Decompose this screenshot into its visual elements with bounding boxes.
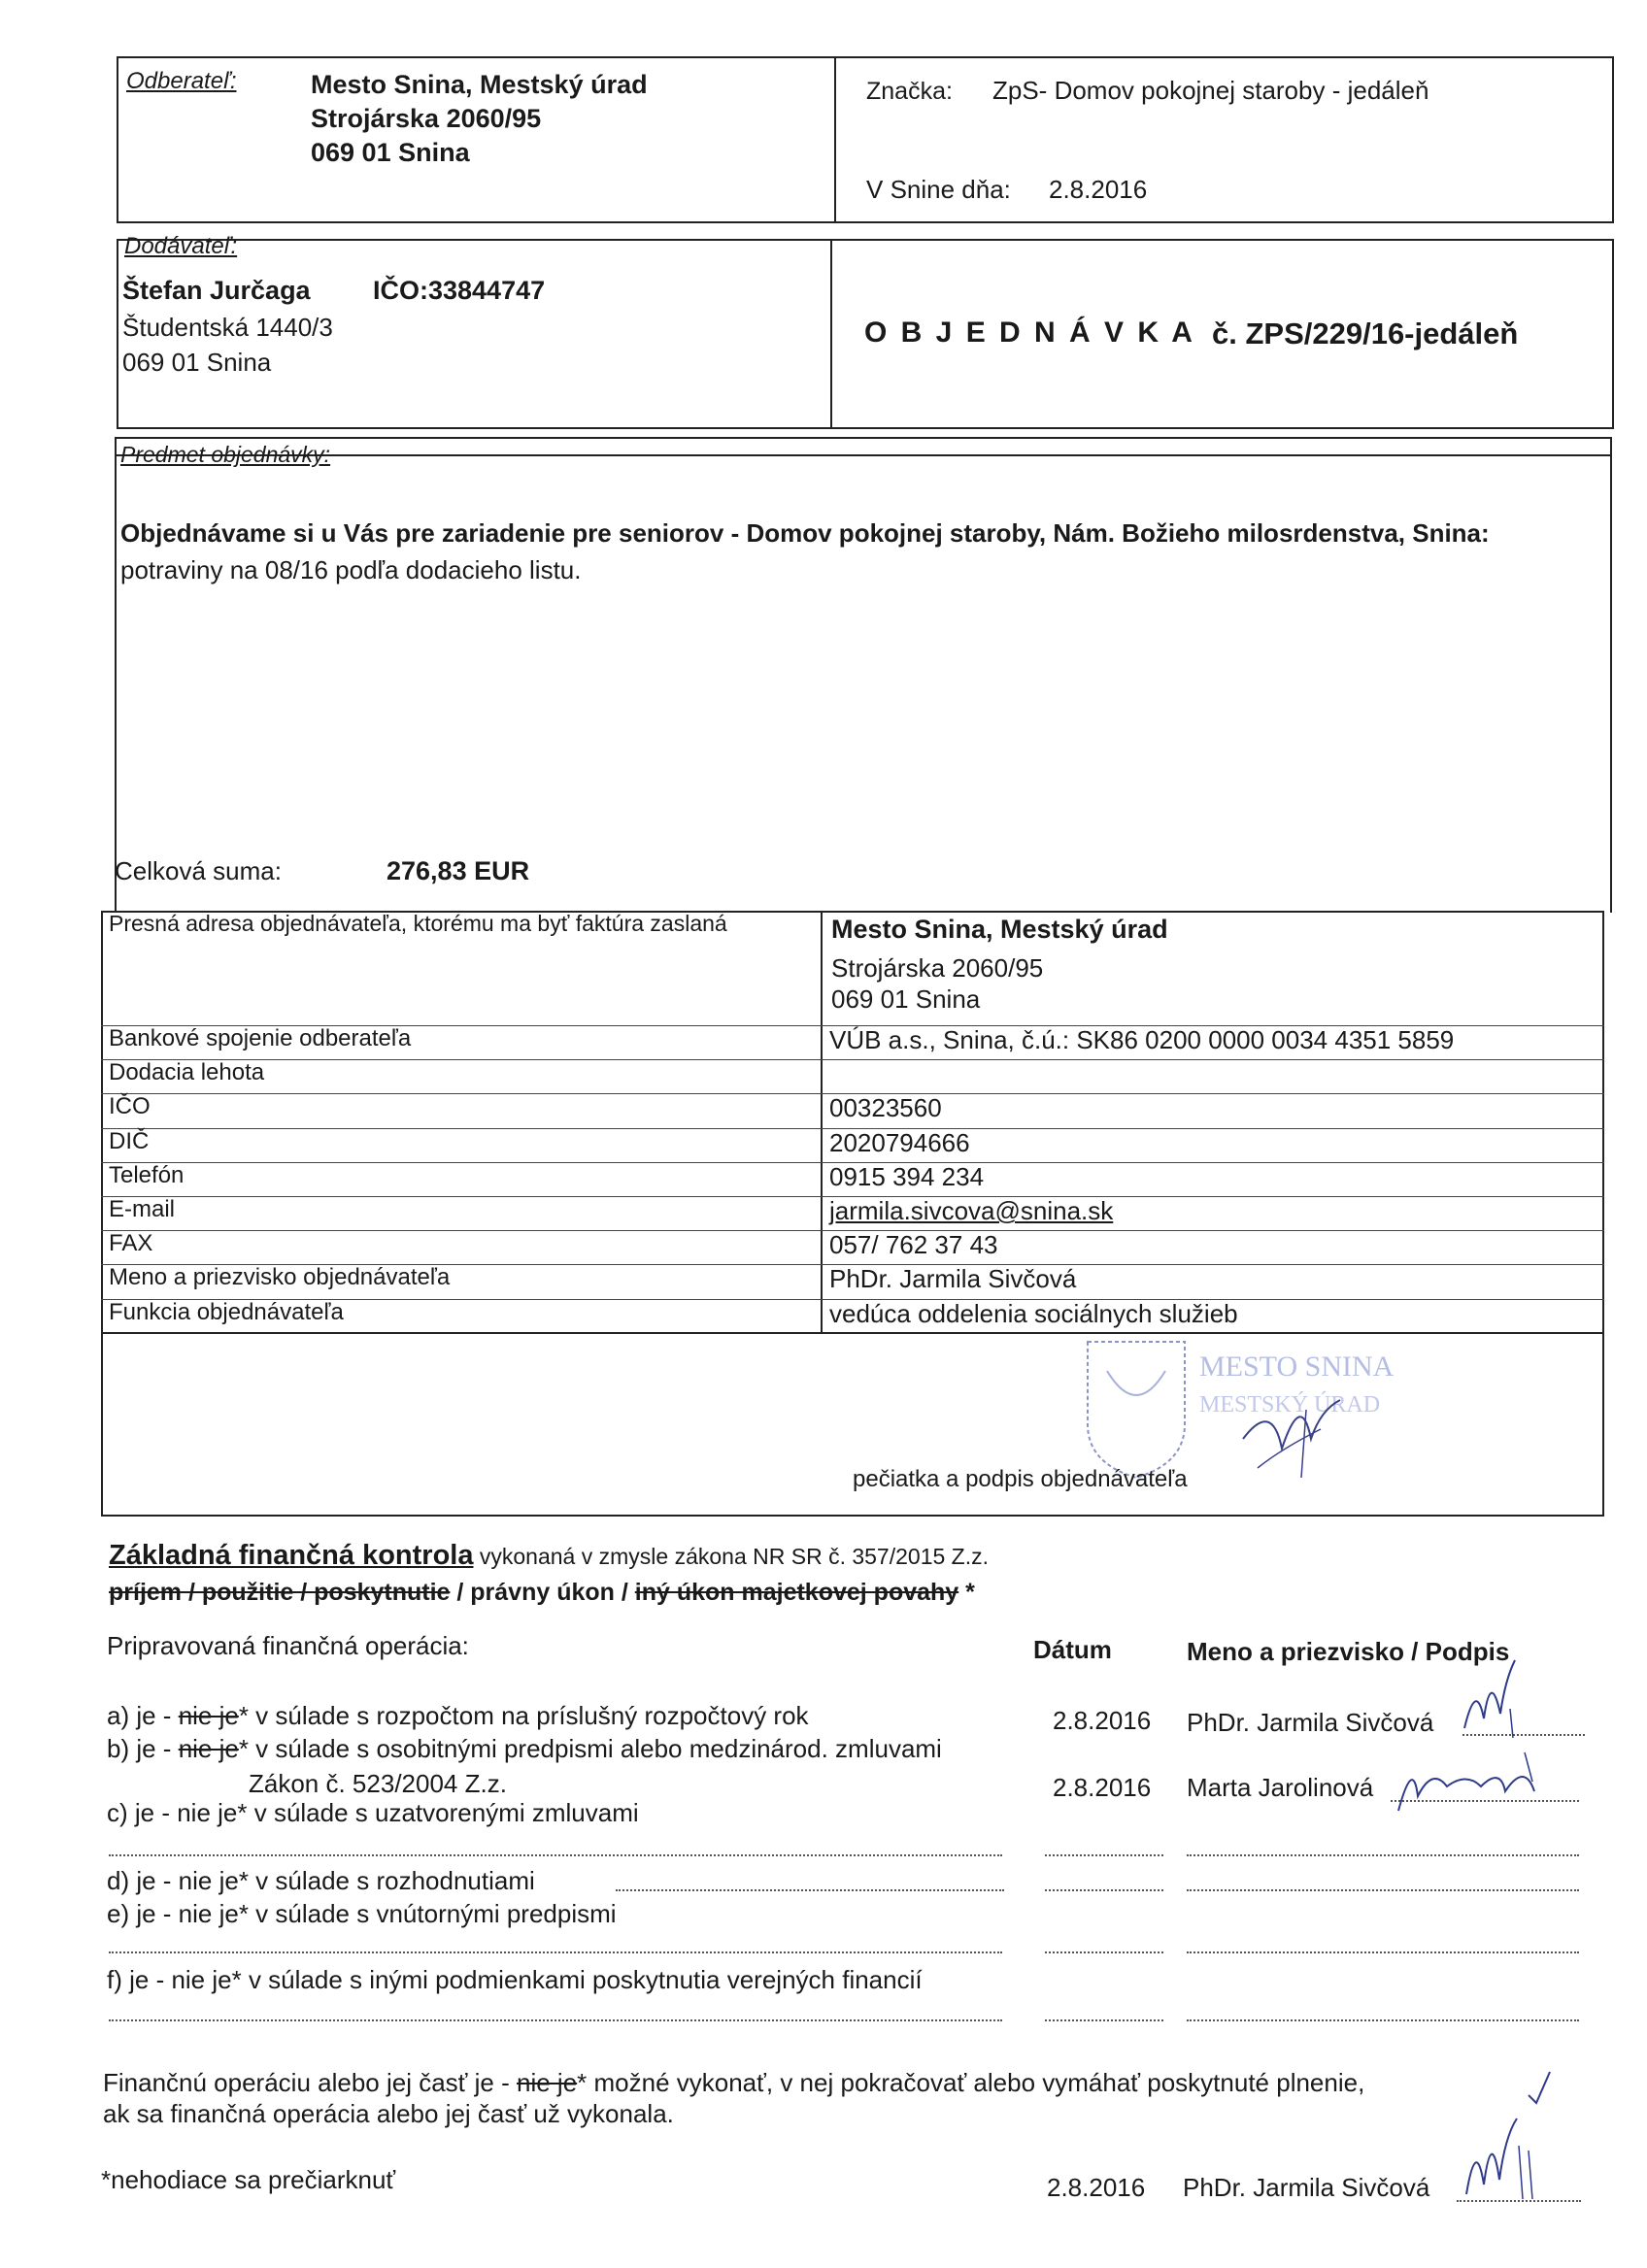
- final-post: * možné vykonať, v nej pokračovať alebo vymáhať poskytnuté plnenie,: [577, 2068, 1365, 2097]
- col-name: Meno a priezvisko / Podpis: [1187, 1637, 1510, 1666]
- final-name: PhDr. Jarmila Sivčová: [1183, 2173, 1430, 2202]
- subject-label: Predmet objednávky:: [120, 442, 331, 467]
- detail-row-label: Bankové spojenie odberateľa: [109, 1025, 412, 1051]
- item-a-pre: a) je -: [107, 1701, 179, 1730]
- odberatel-city: 069 01 Snina: [311, 138, 470, 167]
- subject-line1: Objednávame si u Vás pre zariadenie pre seniorov - Domov pokojnej staroby, Nám. Božieho milosrdenstva, Snina:: [120, 518, 1490, 548]
- control-line2-struck2: iný úkon majetkovej povahy: [634, 1579, 959, 1606]
- detail-row-value[interactable]: jarmila.sivcova@snina.sk: [829, 1196, 1114, 1225]
- item-b-post: * v súlade s osobitnými predpismi alebo medzinárod. zmluvami: [238, 1734, 942, 1763]
- subject-line2: potraviny na 08/16 podľa dodacieho listu.: [120, 555, 582, 584]
- item-a-name: PhDr. Jarmila Sivčová: [1187, 1708, 1434, 1737]
- detail-row-value: 057/ 762 37 43: [829, 1230, 998, 1259]
- item-e-name-dots: [1187, 1951, 1579, 1953]
- item-e: e) je - nie je* v súlade s vnútornými predpismi: [107, 1899, 617, 1928]
- item-f: f) je - nie je* v súlade s inými podmienkami poskytnutia verejných financií: [107, 1965, 923, 1994]
- control-title-rest: vykonaná v zmysle zákona NR SR č. 357/2015 Z.z.: [473, 1544, 990, 1569]
- final-line2: ak sa finančná operácia alebo jej časť už vykonala.: [103, 2099, 674, 2128]
- stamp-text-1: MESTO SNINA: [1199, 1351, 1395, 1383]
- item-f-name-dots: [1187, 2019, 1579, 2021]
- subject-top-line: [115, 437, 1610, 439]
- item-b: [107, 1734, 942, 1764]
- item-d-name-dots: [1187, 1889, 1579, 1891]
- control-line2-end: *: [958, 1579, 975, 1606]
- control-title-line: [109, 1540, 989, 1572]
- supplier-name: Štefan Jurčaga: [122, 276, 311, 305]
- supplier-city: 069 01 Snina: [122, 348, 272, 377]
- item-e-date-dots: [1045, 1951, 1163, 1953]
- supplier-label: Dodávateľ:: [124, 233, 238, 259]
- stamp-text-2: MESTSKÝ ÚRAD: [1199, 1392, 1381, 1418]
- item-c: c) je - nie je* v súlade s uzatvorenými zmluvami: [107, 1798, 639, 1827]
- item-a-strike: nie je: [178, 1701, 239, 1730]
- detail-row-value: 0915 394 234: [829, 1162, 985, 1191]
- operation-label: Pripravovaná finančná operácia:: [107, 1631, 469, 1660]
- control-line2-struck: príjem / použitie / poskytnutie: [109, 1579, 451, 1606]
- detail-row-label: Telefón: [109, 1162, 185, 1188]
- item-c-date-dots: [1045, 1854, 1163, 1856]
- item-b-line2: Zákon č. 523/2004 Z.z.: [249, 1769, 507, 1798]
- detail-row-value: PhDr. Jarmila Sivčová: [829, 1264, 1077, 1293]
- final-date: 2.8.2016: [1047, 2173, 1146, 2202]
- detail-row-label: DIČ: [109, 1128, 150, 1154]
- address-city: 069 01 Snina: [831, 984, 981, 1014]
- item-f-dots: [109, 2019, 1002, 2021]
- address-name: Mesto Snina, Mestský úrad: [831, 915, 1168, 944]
- item-a-date: 2.8.2016: [1053, 1706, 1152, 1735]
- control-line2-mid: / právny úkon /: [450, 1579, 635, 1606]
- signature-b: [1389, 1738, 1573, 1825]
- final-line1: [103, 2068, 1364, 2098]
- odberatel-label: Odberateľ:: [126, 68, 237, 94]
- item-c-name-dots: [1187, 1854, 1579, 1856]
- col-date: Dátum: [1033, 1635, 1112, 1664]
- date-value: 2.8.2016: [1049, 175, 1148, 204]
- item-b-pre: b) je -: [107, 1734, 179, 1763]
- subject-right-line: [1610, 437, 1612, 913]
- znacka-value: ZpS- Domov pokojnej staroby - jedáleň: [992, 76, 1429, 105]
- odberatel-street: Strojárska 2060/95: [311, 104, 542, 133]
- item-d-date-dots: [1045, 1889, 1163, 1891]
- address-street: Strojárska 2060/95: [831, 953, 1044, 983]
- detail-row-value: vedúca oddelenia sociálnych služieb: [829, 1299, 1238, 1328]
- item-b-strike: nie je: [178, 1734, 239, 1763]
- check-mark: [1525, 2068, 1554, 2107]
- detail-row-label: Meno a priezvisko objednávateľa: [109, 1264, 451, 1290]
- final-pre: Finančnú operáciu alebo jej časť je -: [103, 2068, 517, 2097]
- date-label: V Snine dňa:: [866, 175, 1011, 204]
- detail-row-label: E-mail: [109, 1196, 176, 1222]
- total-value: 276,83 EUR: [387, 856, 530, 885]
- detail-row-value: VÚB a.s., Snina, č.ú.: SK86 0200 0000 0034 4351 5859: [829, 1025, 1455, 1054]
- item-a: [107, 1701, 809, 1731]
- footnote: *nehodiace sa prečiarknuť: [101, 2165, 396, 2194]
- final-strike: nie je: [517, 2068, 578, 2097]
- detail-row-label: Dodacia lehota: [109, 1059, 265, 1085]
- item-a-post: * v súlade s rozpočtom na príslušný rozpočtový rok: [238, 1701, 809, 1730]
- details-divider: [821, 911, 823, 1334]
- stamp-label: pečiatka a podpis objednávateľa: [853, 1466, 1188, 1492]
- detail-row-value: 2020794666: [829, 1128, 970, 1157]
- control-line2: [109, 1579, 975, 1607]
- item-b-name: Marta Jarolinová: [1187, 1773, 1374, 1802]
- control-title: Základná finančná kontrola: [109, 1540, 474, 1571]
- item-e-dots: [109, 1951, 1002, 1953]
- subject-left-line: [115, 437, 117, 913]
- detail-row-label: Funkcia objednávateľa: [109, 1299, 344, 1325]
- supplier-street: Študentská 1440/3: [122, 313, 333, 342]
- detail-row-line: [101, 1059, 1604, 1060]
- address-label: Presná adresa objednávateľa, ktorému ma byť faktúra zaslaná: [109, 911, 727, 936]
- item-b-date: 2.8.2016: [1053, 1773, 1152, 1802]
- supplier-divider: [830, 239, 832, 429]
- order-number: č. ZPS/229/16-jedáleň: [1212, 317, 1519, 350]
- header-divider: [834, 56, 836, 223]
- order-title: O B J E D N Á V K A: [864, 317, 1195, 349]
- item-f-date-dots: [1045, 2019, 1163, 2021]
- subject-label-line: [115, 454, 1610, 456]
- item-d-dots: [616, 1889, 1004, 1891]
- supplier-ico: IČO:33844747: [373, 276, 546, 305]
- odberatel-name: Mesto Snina, Mestský úrad: [311, 70, 648, 99]
- total-label: Celková suma:: [115, 856, 282, 885]
- detail-row-label: IČO: [109, 1093, 151, 1119]
- znacka-label: Značka:: [866, 78, 953, 105]
- detail-row-value: 00323560: [829, 1093, 942, 1122]
- signature-a: [1457, 1651, 1534, 1738]
- item-c-dots: [109, 1854, 1002, 1856]
- item-d: d) je - nie je* v súlade s rozhodnutiami: [107, 1866, 535, 1895]
- detail-row-label: FAX: [109, 1230, 153, 1256]
- stamp-seal: [1078, 1332, 1486, 1487]
- signature-final: [1457, 2107, 1544, 2204]
